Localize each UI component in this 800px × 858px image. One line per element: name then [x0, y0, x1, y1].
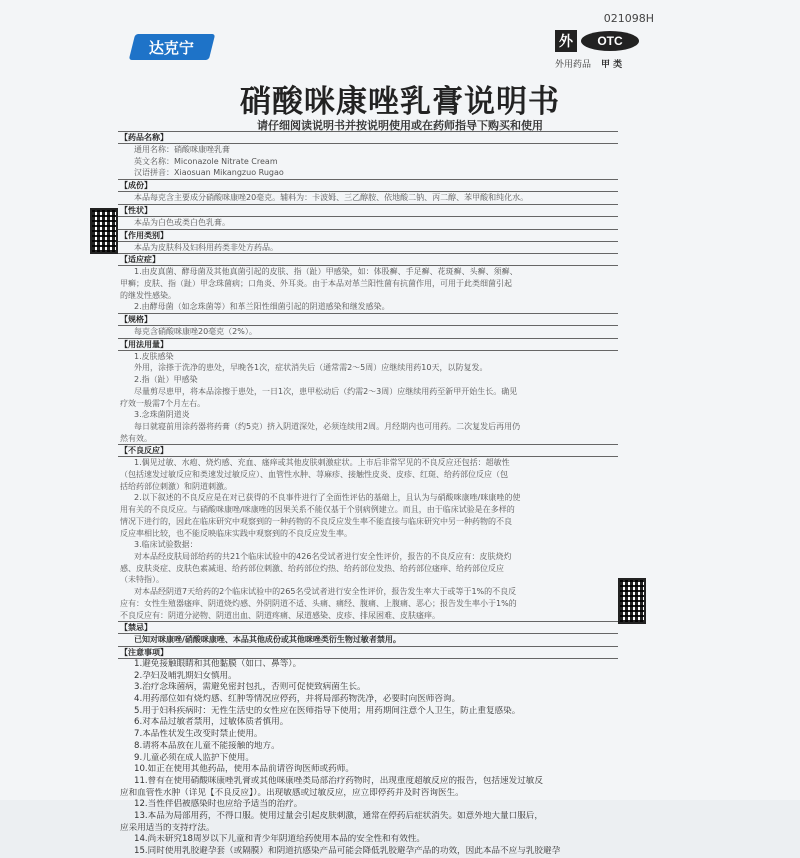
section-heading: 【不良反应】: [118, 444, 618, 457]
text-line: 甲癣；皮肤、指（趾）甲念珠菌病；口角炎、外耳炎。由于本品对革兰阳性菌有抗菌作用，可用于此类细菌引起: [120, 278, 512, 288]
text-line: 用有关的不良反应。与硝酸咪康唑/咪康唑的因果关系不能仅基于个别病例建立。而且，由于临床试验是在多样的: [120, 505, 515, 515]
text-line: 1.皮肤感染: [134, 351, 174, 361]
text-line: 应有：女性生殖器瘙痒、阴道烧灼感、外阴阴道不适、头痛、痛经、腹痛、上腹痛、恶心；报告发生率小于1%的: [120, 598, 517, 608]
section-heading: 【用法用量】: [118, 338, 618, 351]
text-line: 已知对咪康唑/硝酸咪康唑、本品其他成份或其他咪唑类衍生物过敏者禁用。: [134, 635, 401, 645]
text-line: 应和血管性水肿（详见【不良反应】）。出现敏感或过敏反应，应立即停药并及时咨询医生。: [120, 787, 464, 798]
section-heading: 【作用类别】: [118, 229, 618, 242]
section-indications: [118, 253, 618, 313]
otc-caption: [555, 57, 622, 70]
otc-mark: [555, 30, 645, 70]
text-line: 2.孕妇及哺乳期妇女慎用。: [134, 670, 237, 681]
text-line: 尽量剪尽患甲，将本品涂擦于患处，一日1次，患甲松动后（约需2～3周）应继续用药至新甲开始生长。确见: [134, 386, 518, 396]
section-spec: [118, 313, 618, 338]
section-heading: 【规格】: [118, 313, 618, 326]
text-line: 本品为白色或类白色乳膏。: [134, 217, 230, 227]
text-line: 括给药部位刺激）和阴道刺激。: [120, 481, 232, 491]
page-title: 硝酸咪康唑乳膏说明书: [240, 84, 560, 120]
text-line: 11.曾有在使用硝酸咪康唑乳膏或其他咪康唑类局部治疗药物时，出现重度超敏反应的报告，包括速发过敏反: [134, 775, 543, 786]
text-line: 的继发性感染。: [120, 290, 176, 300]
otc-class: 甲 类: [601, 60, 623, 70]
text-line: 2.指（趾）甲感染: [134, 375, 198, 385]
section-heading: 【药品名称】: [118, 131, 618, 144]
qr-code-right: [618, 578, 646, 624]
leaflet-content: [118, 131, 618, 858]
brand-logo: [129, 34, 215, 60]
text-line: 本品为皮肤科及妇科用药类非处方药品。: [134, 242, 278, 252]
otc-badge: OTC: [581, 31, 639, 51]
text-line: 疗效一般需7个月左右。: [120, 398, 206, 408]
text-line: 外用，涂搽于洗净的患处，早晚各1次，症状消失后（通常需2～5周）应继续用药10天，以防复发。: [134, 363, 488, 373]
text-line: （包括速发过敏反应和类速发过敏反应）、血管性水肿、荨麻疹、接触性皮炎、皮疹、红斑、给药部位反应（包: [120, 470, 508, 480]
text-line: 感、皮肤炎症、皮肤色素减退、给药部位刺激、给药部位灼热、给药部位发热、给药部位瘙痒、给药部位反应: [120, 563, 504, 573]
text-line: 对本品经阴道7天给药的2个临床试验中的265名受试者进行安全性评价，报告发生率大于或等于1%的不良反: [134, 587, 517, 597]
text-line: 每克含硝酸咪康唑20毫克（2%）。: [134, 327, 257, 337]
text-line: 情况下进行的，因此在临床研究中观察到的一种药物的不良反应发生率不能直接与临床研究中另一种药物的不良: [120, 516, 512, 526]
qr-code-left: [90, 208, 118, 254]
text-line: 12.当性伴侣被感染时也应给予适当的治疗。: [134, 799, 303, 810]
section-contraindications: [118, 621, 618, 646]
text-line: 4.用药部位如有烧灼感、红肿等情况应停药，并将局部药物洗净，必要时向医师咨询。: [134, 694, 461, 705]
text-line: 10.如正在使用其他药品，使用本品前请咨询医师或药师。: [134, 764, 354, 775]
text-line: 本品每克含主要成分硝酸咪康唑20毫克。辅料为：卡波姆、三乙醇胺、依地酸二钠、丙二醇、苯甲酸和纯化水。: [134, 193, 529, 203]
text-line: 1.由皮真菌、酵母菌及其他真菌引起的皮肤、指（趾）甲感染，如：体股癣、手足癣、花斑癣、头癣、须癣、: [134, 267, 518, 277]
text-line: 2.以下叙述的不良反应是在对已获得的不良事件进行了全面性评估的基础上，且认为与硝酸咪康唑/咪康唑的使: [134, 493, 521, 503]
text-line: 1.偶见过敏、水疱、烧灼感、充血、瘙痒或其他皮肤刺激症状。上市后非常罕见的不良反应还包括：超敏性: [134, 458, 510, 468]
section-usage: [118, 338, 618, 445]
text-line: 应采用适当的支持疗法。: [120, 822, 215, 833]
text-line: 13.本品为局部用药，不得口服。使用过量会引起皮肤刺激，通常在停药后症状消失。如意外地大量口服后，: [134, 811, 543, 822]
document-code: 021098H: [603, 12, 654, 25]
otc-type: 外用药品: [555, 60, 592, 70]
text-line: 每日就寝前用涂药器将药膏（约5克）挤入阴道深处，必须连续用2周。月经期内也可用药。二次复发后再用仍: [134, 421, 521, 431]
text-line: 9.儿童必须在成人监护下使用。: [134, 752, 254, 763]
section-name: [118, 131, 618, 179]
text-line: 通用名称：硝酸咪康唑乳膏: [134, 145, 230, 154]
text-line: 8.请将本品放在儿童不能接触的地方。: [134, 740, 280, 751]
section-heading: 【成份】: [118, 179, 618, 192]
section-category: [118, 229, 618, 254]
text-line: 汉语拼音：Xiaosuan Mikangzuo Rugao: [134, 168, 284, 178]
section-heading: 【适应症】: [118, 253, 618, 266]
text-line: 15.同时使用乳胶避孕套（或隔膜）和阴道抗感染产品可能会降低乳胶避孕产品的功效，因此本品不应与乳胶避孕: [134, 846, 561, 857]
text-line: （未特指）。: [120, 575, 164, 585]
page-subtitle: 请仔细阅读说明书并按说明使用或在药师指导下购买和使用: [257, 119, 543, 132]
text-line: 1.避免接触眼睛和其他黏膜（如口、鼻等）。: [134, 658, 302, 669]
text-line: 5.用于妇科疾病时：无性生活史的女性应在医师指导下使用；用药期间注意个人卫生，防止重复感染。: [134, 705, 521, 716]
brand-name: 达克宁: [149, 38, 195, 57]
text-line: 然有效。: [120, 433, 152, 443]
external-use-badge: 外: [555, 30, 577, 52]
text-line: 14.尚未研究18周岁以下儿童和青少年阴道给药使用本品的安全性和有效性。: [134, 834, 426, 845]
section-heading: 【性状】: [118, 204, 618, 217]
text-line: 3.治疗念珠菌病，需避免密封包扎，否则可促使致病菌生长。: [134, 682, 366, 693]
section-heading: 【禁忌】: [118, 621, 618, 634]
text-line: 反应率相比较，也不能反映临床实践中观察到的不良反应发生率。: [120, 528, 352, 538]
section-ingredients: [118, 179, 618, 204]
text-line: 不良反应有：阴道分泌物、阴道出血、阴道疼痛、尿道感染、皮疹、排尿困难、皮肤瘙痒。: [120, 610, 440, 620]
section-heading: 【注意事项】: [118, 646, 618, 659]
text-line: 对本品经皮肤局部给药的共21个临床试验中的426名受试者进行安全性评价，报告的不良反应有：皮肤烧灼: [134, 551, 512, 561]
text-line: 6.对本品过敏者禁用，过敏体质者慎用。: [134, 717, 289, 728]
text-line: 7.本品性状发生改变时禁止使用。: [134, 729, 263, 740]
section-precautions: [118, 646, 618, 858]
text-line: 3.临床试验数据：: [134, 540, 198, 550]
section-adverse: [118, 444, 618, 621]
text-line: 3.念珠菌阴道炎: [134, 410, 190, 420]
text-line: 2.由酵母菌（如念珠菌等）和革兰阳性细菌引起的阴道感染和继发感染。: [134, 302, 390, 312]
text-line: 英文名称：Miconazole Nitrate Cream: [134, 156, 278, 166]
section-character: [118, 204, 618, 229]
